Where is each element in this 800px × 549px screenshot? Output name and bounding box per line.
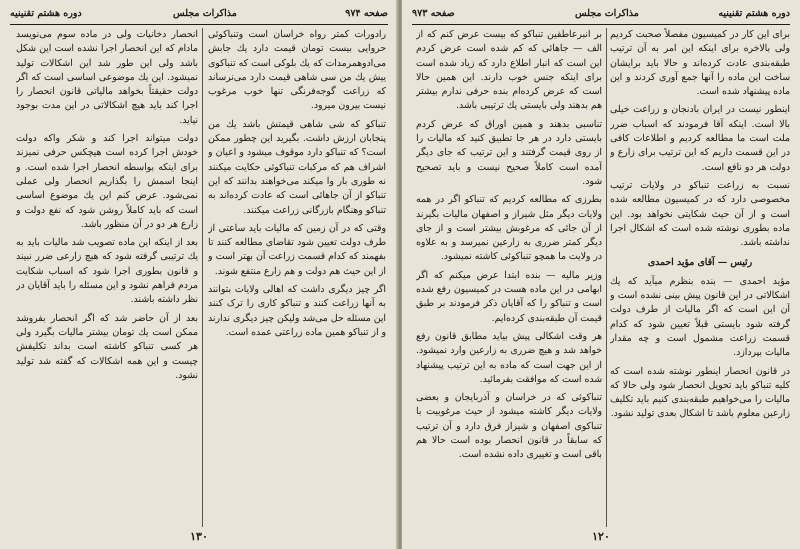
paragraph: نسبت به زراعت تنباکو در ولایات ترتیب مخصوصی دارد که در کمیسیون مطالعه شده است و از آن حیث شکایتی نخواهد بود. این ماده بطوری نوشته شده است که اشکال اجرا نداشته باشد. bbox=[610, 179, 790, 249]
header-title: مذاکرات مجلس bbox=[574, 8, 639, 19]
paragraph: بعد از آن حاضر شد که اگر انحصار بفروشد ممکن است یك تومان بیشتر مالیات بگیرد ولی هر کسی تنباکو کاشته است بداند تکلیفش چیست و این همه اشکالات که گفته شد تولید نشود. bbox=[16, 312, 198, 381]
paragraph: تنباکو که شی شاهی قیمتش باشد یك من پنجابان ارزش داشت. بگیرید این چطور ممکن است؟ که تنباکو دارد موقوف میشود و اعیان و اشراف هم که مرکبات تنباکوئی حکایت میکنند نه طوری بار وا میکند می‌خواهند بدانند که این تنباکو از آن جاهائی است که عادت کرده‌اند به تنباکو وهنگام بازرگانی زراعت میکنند. bbox=[208, 118, 386, 216]
page-header bbox=[10, 6, 388, 25]
paragraph: دولت میتواند اجرا کند و شکر واکه دولت خودش اجرا کرده است هیچکس حرفی نمیزند برای اینکه بواسطه انحصار اجرا شده است. و اینجا اسمش را بگذاریم انحصار ولی عملی نمی‌شود. عرض کنم این یك موضوع اساسی است که باید کاملاً روشن شود که نفع دولت و زارع هر دو در آن منظور باشد. bbox=[16, 133, 198, 230]
paragraph: هر وقت اشکالی پیش بیاید مطابق قانون رفع خواهد شد و هیچ ضرری به زارعین وارد نمیشود. از این جهت است که ماده به این ترتیب پیشنهاد شده است که موافقت بفرمائید. bbox=[416, 330, 602, 385]
text-column-1 bbox=[208, 28, 386, 527]
paragraph: مؤید احمدی — بنده بنظرم میآید که یك اشکالاتی در این قانون پیش بینی نشده است و آن این است که اگر مالیات از طرف دولت گرفته شود بایستی قبلاً تعیین شود که کدام قسمت زراعت مشمول است و چه مقدار مالیات بپردازد. bbox=[610, 275, 790, 359]
paragraph: انحصار دخانیات ولی در ماده سوم می‌نویسد مادام که این انحصار اجرا نشده است این شکل باشد ولی این طور شد این اشکالات تولید نمیشود. این یك موضوعی اساسی است که اگر دولت حقیقتاً بخواهد مالیاتی قانون انحصار را اجرا کند باید هیچ اشکالاتی در این مدت بوجود نیاید. bbox=[16, 29, 198, 126]
speaker-heading: رئیس — آقای مؤید احمدی bbox=[647, 257, 753, 269]
left-page bbox=[0, 0, 398, 549]
text-column-1 bbox=[610, 28, 790, 527]
page-header bbox=[412, 6, 790, 25]
paragraph: تنباکوئی که در خراسان و آذربایجان و بعضی ولایات دیگر کاشته میشود از حیث مرغوبیت با تنباکوی اصفهان و شیراز فرق دارد و آن ترتیب که سابقاً در قانون انحصار بوده است حالا هم باقی است و تغییری داده نشده است. bbox=[416, 392, 602, 461]
column-divider bbox=[202, 28, 203, 527]
header-page-label: صفحه ۹۷۴ bbox=[345, 8, 388, 19]
paragraph: در قانون انحصار اینطور نوشته شده است که کلیه تنباکو باید تحویل انحصار شود ولی حالا که مالیات را می‌خواهیم طبقه‌بندی کنیم باید تکلیف زارعین معلوم باشد تا اشکال بعدی تولید نشود. bbox=[610, 365, 790, 420]
paragraph: تناسبی بدهند و همین اوراق که عرض کردم بایستی دارد در هر جا تطبیق کنید که مالیات را از روی قیمت گرفتند و این ترتیب که جای دیگر آمده است کاملاً صحیح نیست و باید تصحیح شود. bbox=[416, 118, 602, 187]
paragraph: بر انبرعاطفین تنباکو که بیست عرض کنم که از الف — جاهائی که کم شده است عرض کردم این است که انبار اطلاع دارد که زیاد شده است برای اینکه جنس خوب دارند. این همین حالا است که عرض کرده‌ام بنده حرفی ندارم بیشتر هم بدهند ولی بایستی یك ترتیبی باشد. bbox=[416, 29, 602, 112]
header-title: مذاکرات مجلس bbox=[172, 8, 237, 19]
text-column-2 bbox=[416, 28, 602, 527]
paragraph: اگر چیز دیگری داشت که اهالی ولایات بتوانند به آنها زراعت کنند و تنباکو کاری را ترک کنند این مسئله حل می‌شد ولیکن چیز دیگری ندارند و از تنباکو همین ماده زراعتی عمده است. bbox=[208, 284, 386, 338]
paragraph: وقتی که در آن زمین که مالیات باید ساعتی از طرف دولت تعیین شود تقاضای مطالعه کنند تا بفهمند که کدام قسمت زراعت آن بهتر است و از این حیث هم دولت و هم زارع منتفع شوند. bbox=[208, 222, 386, 277]
page-number: ۱۳۰ bbox=[190, 530, 208, 543]
text-column-2 bbox=[16, 28, 198, 527]
paragraph: بعد از اینکه این ماده تصویب شد مالیات باید به یك ترتیبی گرفته شود که هیچ زارعی ضرر نبیند و قانون بطوری اجرا شود که اسباب شکایت مردم فراهم نشود و این مسئله را باید آقایان در نظر داشته باشند. bbox=[16, 237, 198, 306]
paragraph: رادورات کمتر رواه خراسان است وتنباکوئی حروایی بیست تومان قیمت دارد یك جابش می‌ادوهمرمدات که یك بلوکی است که تنباکوی ییش یك من سی شاهی قیمت دارد می‌نرساند که زراعت گوجه‌فرنگی تنها خوب مرغوب نیست بیرون میرود. bbox=[208, 29, 386, 112]
right-page bbox=[402, 0, 800, 549]
paragraph: بطرزی که مطالعه کردیم که تنباکو اگر در همه ولایات دیگر مثل شیراز و اصفهان مالیات بگیرند از آن جائی که مرغوبش بیشتر است و از جای دیگر کمتر ضرری به زارعین نمیرسد و به علاوه در ولایت ما همچو تنباکوئی کاشته نمیشود. bbox=[416, 194, 602, 263]
paragraph: اینطور نیست در ایران بادنجان و زراعت خیلی بالا است. اینکه آقا فرمودند که اسباب ضرر ملت است ما مطالعه کردیم و اطلاعات کافی در این قسمت داریم که این ترتیب برای زارع و دولت هر دو نافع است. bbox=[610, 104, 790, 173]
page-number: ۱۲۰ bbox=[592, 530, 610, 543]
header-session: دوره هشتم تقنینیه bbox=[718, 8, 790, 19]
paragraph: وزیر مالیه — بنده ابتدا عرض میکنم که اگر ابهامی در این ماده هست در کمیسیون رفع شده است و تنباکو را که آقایان ذکر فرمودند بر طبق قیمت آن طبقه‌بندی کرده‌ایم. bbox=[416, 269, 602, 324]
header-session: دوره هشتم تقنینیه bbox=[10, 8, 82, 19]
paragraph: برای این کار در کمیسیون مفصلاً صحبت کردیم ولی بالاخره برای اینکه این امر به آن ترتیب طبقه‌بندی عادت کرده‌اند و حالا باید برایشان ساخت این ماده را آنها جمع آوری کردند و این ماده پیشنهاد شده است. bbox=[610, 29, 790, 98]
header-page-label: صفحه ۹۷۳ bbox=[412, 8, 455, 19]
column-divider bbox=[606, 28, 607, 527]
